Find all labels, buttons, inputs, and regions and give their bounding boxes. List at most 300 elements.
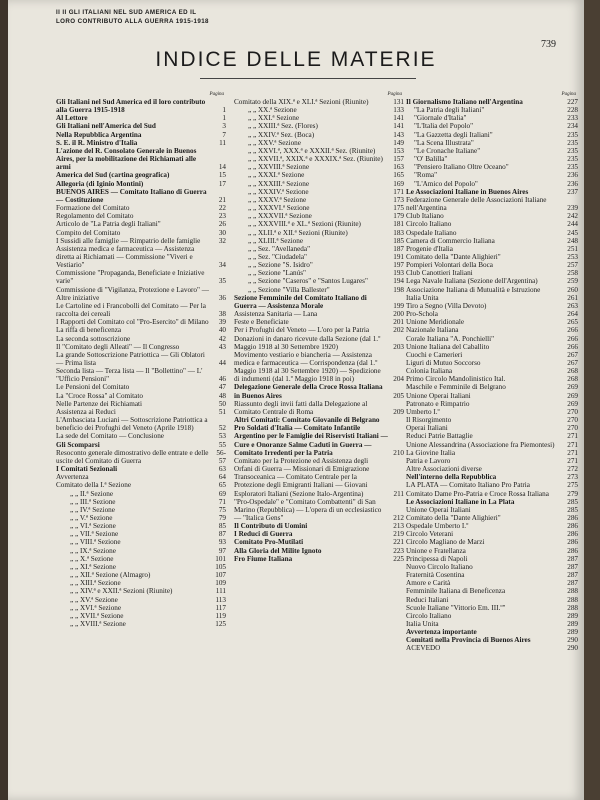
index-entry [234, 220, 404, 228]
entry-title: Le Cartoline ed i Francobolli del Comitato — Per la raccolta dei cereali [56, 301, 206, 319]
entry-title: „ „ XVI.ª Sezione [70, 603, 122, 612]
index-entry [406, 432, 578, 440]
entry-title: I Comitati Sezionali [56, 465, 118, 474]
index-column-3 [406, 92, 578, 653]
entry-title: Nell'interno della Repubblica [406, 473, 497, 482]
entry-title: La "Croce Rossa" al Comitato [56, 391, 143, 400]
entry-title: "L'Italia del Popolo" [414, 122, 474, 131]
entry-title: Compito del Comitato [56, 228, 121, 237]
index-entry [406, 188, 578, 196]
index-entry [234, 457, 404, 498]
index-entry [406, 571, 578, 579]
index-entry [56, 229, 226, 237]
pagina-label: Pagina [561, 92, 576, 97]
entry-page-number: 1 [222, 106, 226, 115]
entry-page-number: 34 [218, 261, 226, 270]
index-entry [234, 139, 404, 147]
entry-title: ACEVEDO [406, 644, 441, 653]
entry-title: Reduci Italiani [406, 595, 449, 604]
entry-title: Camera di Commercio Italiana [406, 236, 495, 245]
entry-page-number: 259 [567, 277, 578, 286]
entry-title: Pro-Schola [406, 310, 438, 319]
entry-page-number: 197 [393, 261, 404, 270]
index-entry [56, 367, 226, 383]
index-entry [234, 400, 404, 416]
index-entry [56, 147, 226, 171]
index-entry [56, 416, 226, 432]
entry-title: Il Risorgimento [406, 416, 452, 425]
entry-page-number: 141 [393, 122, 404, 131]
entry-page-number: 113 [215, 595, 226, 604]
entry-title: LA PLATA — Comitato Italiano Pro Patria [406, 481, 530, 490]
entry-title: L'Ambasciata Luciani — Sottoscrizione Patriottica a beneficio dei Profughi del Veneto (Aprile 1918) [56, 416, 208, 433]
entry-title: „ „ Sezione "S. Isidro" [248, 261, 313, 270]
entry-title: Club Italiano [406, 212, 444, 221]
entry-page-number: 287 [567, 562, 578, 571]
entry-page-number: 227 [567, 98, 578, 106]
index-entry [234, 286, 404, 294]
entry-page-number: 52 [218, 424, 226, 433]
entry-page-number: 48 [218, 391, 226, 400]
index-entry [56, 343, 226, 351]
entry-title: Ospedale Italiano [406, 228, 457, 237]
index-entry [406, 220, 578, 228]
index-entry [234, 547, 404, 555]
entry-page-number: 153 [393, 146, 404, 155]
index-entry [234, 212, 404, 220]
entry-title: Comitato della XIX.ª e XLI.ª Sezioni (Riunite) [234, 98, 369, 106]
entry-page-number: 141 [393, 114, 404, 123]
index-entry [234, 555, 404, 563]
index-entry [234, 180, 404, 188]
entry-page-number: 289 [567, 628, 578, 637]
entry-page-number: 87 [218, 530, 226, 539]
entry-page-number: 42 [218, 334, 226, 343]
entry-page-number: 268 [567, 367, 578, 376]
entry-title: Fraternità Cosentina [406, 571, 465, 580]
entry-title: "Giornale d'Italia" [414, 114, 467, 123]
index-entry [56, 204, 226, 212]
entry-title: Formazione del Comitato [56, 204, 130, 213]
entry-title: „ „ XVII.ª Sezione [70, 611, 124, 620]
entry-title: Maschile e Femminile di Belgrano [406, 383, 506, 392]
index-entry [406, 171, 578, 179]
entry-title: Primo Circolo Mandolinistico Ital. [406, 375, 506, 384]
index-entry [234, 147, 404, 155]
entry-page-number: 23 [218, 212, 226, 221]
index-entry [406, 563, 578, 571]
entry-title: „ „ XXI.ª Sezione [248, 114, 300, 123]
entry-page-number: 289 [567, 611, 578, 620]
index-entry [56, 408, 226, 416]
entry-title: Circolo Magliano de Marzi [406, 538, 485, 547]
entry-page-number: 228 [567, 106, 578, 115]
entry-title: Sezione Femminile del Comitato Italiano di Guerra — Assistenza Morale [234, 293, 367, 310]
index-entry [406, 522, 578, 530]
index-entry [56, 139, 226, 147]
entry-page-number: 286 [567, 546, 578, 555]
index-entry [406, 530, 578, 538]
entry-title: „ „ XXXI.ª Sezione [248, 171, 305, 180]
index-entry [234, 114, 404, 122]
entry-page-number: 75 [218, 505, 226, 514]
index-entry [234, 277, 404, 285]
index-entry [406, 302, 578, 310]
entry-title: „ „ VIII.ª Sezione [70, 538, 121, 547]
entry-page-number: 239 [567, 204, 578, 213]
entry-page-number: 245 [567, 228, 578, 237]
entry-page-number: 36 [218, 293, 226, 302]
entry-page-number: 270 [567, 424, 578, 433]
index-entry [56, 351, 226, 367]
entry-page-number: 288 [567, 595, 578, 604]
entry-page-number: 26 [218, 220, 226, 229]
entry-page-number: 285 [567, 497, 578, 506]
entry-title: „ „ Sezione "Villa Ballester" [248, 285, 330, 294]
entry-page-number: 271 [567, 456, 578, 465]
entry-title: Seconda lista — Terza lista — Il "Bollettino" — L' "Ufficio Pensioni" [56, 367, 203, 384]
index-entry [406, 294, 578, 302]
entry-page-number: 263 [567, 301, 578, 310]
entry-page-number: 266 [567, 342, 578, 351]
index-entry [56, 237, 226, 245]
entry-title: „ „ XXXIII.ª Sezione [248, 179, 310, 188]
entry-title: Il Giornalismo Italiano nell'Argentina [406, 98, 523, 106]
index-entry [56, 400, 226, 408]
index-entry [406, 106, 578, 114]
entry-page-number: 202 [393, 326, 404, 335]
index-entry [56, 286, 226, 302]
entry-page-number: 286 [567, 522, 578, 531]
entry-title: Movimento vestiario e biancheria — Assistenza medica e farmaceutica — Corrispondenza (dal 1.º Maggio 1918 al 30 Settembre 1920) — Spedizione di indumenti (dal 1.º Maggio 1918 in poi) [234, 350, 381, 384]
entry-page-number: 40 [218, 326, 226, 335]
index-entry [406, 163, 578, 171]
entry-title: Comitato Dame Pro-Patria e Croce Rossa Italiana [406, 489, 549, 498]
entry-page-number: 290 [567, 636, 578, 645]
entry-title: Comitati nella Provincia di Buenos Aires [406, 636, 531, 645]
entry-title: Tiro a Segno (Villa Devoto) [406, 301, 487, 310]
index-entry [56, 131, 226, 139]
entry-page-number: 235 [567, 163, 578, 172]
index-column-2 [234, 92, 404, 563]
index-entry [234, 261, 404, 269]
entry-title: Nuovo Circolo Italiano [406, 562, 473, 571]
entry-title: „ „ XXV.ª Sezione [248, 138, 301, 147]
index-entry [56, 506, 226, 514]
index-entry [56, 587, 226, 595]
entry-page-number: 203 [393, 342, 404, 351]
index-entry [406, 400, 578, 408]
entry-title: Nazionale Italiana [406, 326, 459, 335]
entry-title: „ „ XXIII.ª Sez. (Flores) [248, 122, 318, 131]
entry-title: Comitato per la Protezione ed Assistenza degli Orfani di Guerra — Missionari di Emigrazione Transoceanica — Comitato Centrale per la Protezione degli Emigranti Italiani — Giovani Esploratori Italiani (Sezione Italo-Argentina) [234, 456, 370, 498]
entry-page-number: 258 [567, 269, 578, 278]
entry-page-number: 55 [218, 440, 226, 449]
index-entry [56, 269, 226, 285]
entry-title: „ „ XXXVI.ª Sezione [248, 204, 310, 213]
entry-title: Associazione Italiana di Mutualità e Istruzione [406, 285, 541, 294]
index-entry [56, 481, 226, 489]
entry-page-number: 165 [393, 171, 404, 180]
index-entry [406, 114, 578, 122]
entry-title: Allegoria (di Iginio Montini) [56, 179, 144, 188]
index-entry [406, 547, 578, 555]
entry-page-number: 119 [215, 611, 226, 620]
index-column-1 [56, 92, 226, 628]
entry-title: „ „ Sez. "Avellaneda" [248, 244, 311, 253]
entry-page-number: 175 [393, 204, 404, 213]
entry-title: Le Pensioni del Comitato [56, 383, 130, 392]
entry-page-number: 93 [218, 538, 226, 547]
entry-title: „ „ XXVI.ª, XXX.ª e XXXII.ª Sez. (Riunite) [248, 146, 376, 155]
index-entry [406, 628, 578, 636]
index-entry [406, 196, 578, 212]
index-entry [234, 171, 404, 179]
entry-page-number: 266 [567, 334, 578, 343]
index-entry [406, 620, 578, 628]
entry-title: "O' Balilla" [414, 155, 448, 164]
entry-title: „ „ XLII.ª e XII.ª Sezioni (Riunite) [248, 228, 348, 237]
index-entry [234, 522, 404, 530]
entry-title: Patria e Lavoro [406, 456, 451, 465]
entry-page-number: 288 [567, 587, 578, 596]
entry-page-number: 179 [393, 212, 404, 221]
entry-page-number: 157 [393, 155, 404, 164]
index-entry [56, 383, 226, 391]
entry-title: I Rapporti del Comitato col "Pro-Esercito" di Milano [56, 318, 209, 327]
entry-title: La grande Sottoscrizione Patriottica — Gli Oblatori — Prima lista [56, 350, 205, 367]
entry-page-number: 271 [567, 440, 578, 449]
index-entry [406, 596, 578, 604]
index-entry [234, 498, 404, 522]
entry-title: Femminile Italiana di Beneficenza [406, 587, 506, 596]
entry-page-number: 51 [218, 407, 226, 416]
entry-title: Donazioni in danaro ricevute dalla Sezione (dal 1.º Maggio 1918 al 30 Settembre 1920) [234, 334, 381, 351]
index-entry [234, 245, 404, 253]
index-entry [406, 131, 578, 139]
entry-page-number: 117 [215, 603, 226, 612]
entry-title: „ „ XXXIV.ª Sezione [248, 187, 309, 196]
entry-page-number: 15 [218, 171, 226, 180]
entry-title: Articolo de "La Patria degli Italiani" [56, 220, 161, 229]
entry-page-number: 213 [393, 522, 404, 531]
index-entry [56, 392, 226, 400]
index-entry [406, 180, 578, 188]
index-entry [56, 180, 226, 188]
entry-page-number: 261 [567, 293, 578, 302]
entry-title: Feste e Beneficiate [234, 318, 289, 327]
entry-title: "La Gazzetta degli Italiani" [414, 130, 493, 139]
entry-title: Unione Italiana del Caballito [406, 342, 490, 351]
entry-page-number: 267 [567, 359, 578, 367]
entry-title: Avvertenza importante [406, 628, 477, 637]
index-entry [56, 490, 226, 498]
index-entry [406, 310, 578, 318]
entry-page-number: 69 [218, 489, 226, 498]
entry-page-number: 44 [218, 359, 226, 367]
entry-title: "La Patria degli Italiani" [414, 106, 485, 115]
entry-page-number: 286 [567, 530, 578, 539]
entry-title: Comitato Pro-Mutilati [234, 538, 304, 547]
entry-page-number: 105 [215, 562, 226, 571]
entry-title: Circolo Veterani [406, 530, 454, 539]
entry-page-number: 209 [393, 407, 404, 416]
entry-title: "La Scena Illustrata" [414, 138, 474, 147]
entry-page-number: 173 [393, 195, 404, 204]
running-header [56, 8, 316, 26]
entry-page-number: 253 [567, 252, 578, 261]
entry-page-number: 85 [218, 522, 226, 531]
entry-title: Liguri di Mutuo Soccorso [406, 359, 481, 367]
entry-page-number: 234 [567, 122, 578, 131]
entry-title: „ „ IX.ª Sezione [70, 546, 116, 555]
entry-page-number: 268 [567, 375, 578, 384]
index-entry [406, 587, 578, 595]
index-entry [56, 432, 226, 440]
entry-page-number: 275 [567, 481, 578, 490]
entry-title: La sede del Comitato — Conclusione [56, 432, 164, 441]
entry-page-number: 290 [567, 644, 578, 653]
entry-page-number: 287 [567, 554, 578, 563]
index-entry [406, 277, 578, 285]
index-entry [234, 131, 404, 139]
index-entry [406, 416, 578, 424]
entry-title: Per i Profughi del Veneto — L'oro per la Patria [234, 326, 370, 335]
index-entry [56, 571, 226, 579]
entry-title: Delegazione Generale della Croce Rossa Italiana in Buenos Aires [234, 383, 383, 400]
index-entry [56, 441, 226, 449]
entry-title: „ „ Sezione "Lanús" [248, 269, 306, 278]
entry-title: "L'Amico del Popolo" [414, 179, 478, 188]
entry-title: „ „ XXVII.ª, XXIX.ª e XXXIX.ª Sez. (Riunite) [248, 155, 383, 164]
entry-title: "Le Cronache Italiane" [414, 146, 481, 155]
entry-title: Operai Italiani [406, 424, 448, 433]
entry-page-number: 235 [567, 146, 578, 155]
entry-page-number: 279 [567, 489, 578, 498]
entry-title: L'azione del R. Consolato Generale in Buenos Aires, per la mobilitazione dei Richiamati alle armi [56, 146, 197, 172]
entry-page-number: 286 [567, 513, 578, 522]
index-entry [406, 424, 578, 432]
entry-title: „ „ XXXV.ª Sezione [248, 195, 307, 204]
entry-page-number: 22 [218, 204, 226, 213]
entry-title: Progenie d'Italia [406, 244, 453, 253]
entry-page-number: 65 [218, 481, 226, 490]
entry-title: Gli Italiani nel Sud America ed il loro contributo alla Guerra 1915-1918 [56, 98, 206, 115]
entry-title: „ „ III.ª Sezione [70, 497, 116, 506]
entry-page-number: 269 [567, 399, 578, 408]
index-entry [406, 514, 578, 522]
index-entry [234, 269, 404, 277]
index-entry [406, 457, 578, 465]
entry-page-number: 271 [567, 448, 578, 457]
entry-page-number: 38 [218, 310, 226, 319]
entry-title: "Roma" [414, 171, 438, 180]
entry-page-number: 169 [393, 179, 404, 188]
entry-page-number: 109 [215, 579, 226, 588]
entry-page-number: 248 [567, 236, 578, 245]
entry-page-number: 50 [218, 399, 226, 408]
entry-title: Club Canottieri Italiani [406, 269, 473, 278]
entry-page-number: 11 [219, 138, 226, 147]
entry-title: Assistenza ai Reduci [56, 407, 116, 416]
entry-title: I Reduci di Guerra [234, 530, 293, 539]
entry-title: Gli Italiani nell'America del Sud [56, 122, 156, 131]
entry-page-number: 269 [567, 383, 578, 392]
entry-title: I Sussidi alle famiglie — Rimpatrio delle famiglie [56, 236, 201, 245]
entry-title: Regolamento del Comitato [56, 212, 134, 221]
entry-page-number: 125 [215, 620, 226, 628]
entry-title: Unione Meridionale [406, 318, 465, 327]
index-entry [56, 188, 226, 204]
entry-page-number: 236 [567, 179, 578, 188]
index-entry [56, 122, 226, 130]
entry-page-number: 163 [393, 163, 404, 172]
entry-page-number: 198 [393, 285, 404, 294]
entry-page-number: 63 [218, 465, 226, 474]
index-entry [406, 644, 578, 652]
entry-page-number: 210 [393, 448, 404, 457]
entry-title: La seconda sottoscrizione [56, 334, 131, 343]
book-page [8, 0, 584, 800]
entry-page-number: 107 [215, 571, 226, 580]
entry-title: Unione Operai Italiani [406, 391, 471, 400]
entry-title: Scuole Italiane "Vittorio Em. III.º" [406, 603, 506, 612]
entry-title: Pompieri Volontari della Boca [406, 261, 493, 270]
entry-page-number: 212 [393, 513, 404, 522]
index-entry [56, 98, 226, 114]
entry-title: „ „ XV.ª Sezione [70, 595, 118, 604]
entry-title: „ „ XII.ª Sezione (Almagro) [70, 571, 151, 580]
entry-page-number: 235 [567, 155, 578, 164]
index-entry [406, 375, 578, 383]
index-entry [406, 392, 578, 400]
index-entry [56, 514, 226, 522]
entry-title: Assistenza medica e farmaceutica — Assistenza diretta ai Richiamati — Commissione "Viveri e Vestiario" [56, 244, 195, 270]
index-entry [406, 98, 578, 106]
entry-page-number: 199 [393, 301, 404, 310]
index-entry [56, 538, 226, 546]
index-entry [234, 106, 404, 114]
entry-title: Ospedale Umberto I.º [406, 522, 469, 531]
entry-title: "Pro-Ospedale" e "Comitato Combattenti" di San Marino (Repubblica) — L'opera di un ecclesiastico — "Italica Gens" [234, 497, 382, 522]
entry-title: Italia Unita [406, 293, 439, 302]
entry-title: Colonia Italiana [406, 367, 453, 376]
entry-title: Assistenza Sanitaria — Lana [234, 310, 318, 319]
entry-title: Corale Italiana "A. Ponchielli" [406, 334, 495, 343]
index-entry [234, 253, 404, 261]
index-entry [234, 538, 404, 546]
entry-title: La Giovine Italia [406, 448, 456, 457]
index-entry [406, 155, 578, 163]
entry-page-number: 287 [567, 571, 578, 580]
entry-title: Circolo Italiano [406, 611, 452, 620]
index-entry [234, 204, 404, 212]
index-entry [406, 555, 578, 563]
entry-title: Cuochi e Camerieri [406, 350, 463, 359]
entry-page-number: 1 [222, 114, 226, 123]
index-entry [406, 253, 578, 261]
index-entry [406, 449, 578, 457]
entry-page-number: 7 [222, 130, 226, 139]
entry-title: Reduci Patrie Battaglie [406, 432, 473, 441]
entry-page-number: 251 [567, 244, 578, 253]
entry-title: Italia Unita [406, 620, 439, 628]
index-entry [406, 441, 578, 449]
running-title-line-2: LORO CONTRIBUTO ALLA GUERRA 1915-1918 [56, 18, 209, 25]
entry-title: Circolo Italiano [406, 220, 452, 229]
entry-page-number: 149 [393, 138, 404, 147]
entry-title: Altre Associazioni diverse [406, 465, 482, 474]
